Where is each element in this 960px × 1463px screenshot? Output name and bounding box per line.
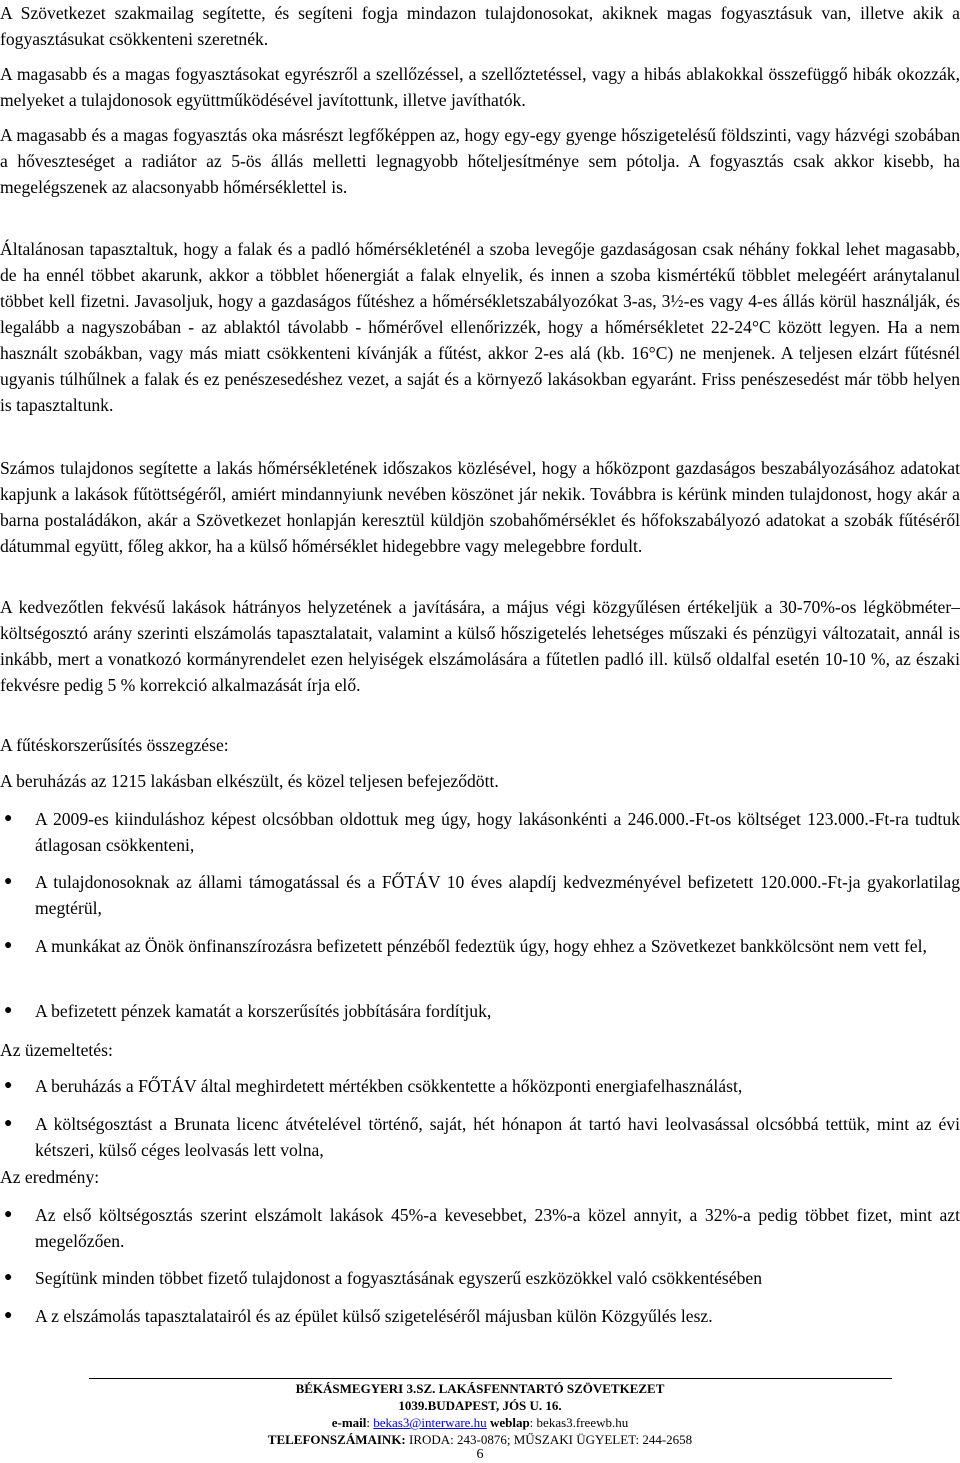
paragraph-insulation: A magasabb és a magas fogyasztás oka másrészt legfőképpen az, hogy egy-egy gyenge hőszigetelésű földszinti, vagy házvégi szobában a hőveszteséget a radiátor az 5-ös állás melletti legnagyobb hőteljesítménye sem pótolja. A fogyasztás csak akkor kisebb, ha megelégszenek az alacsonyabb hőmérséklettel is. (0, 125, 960, 197)
heading-summary: A fűtéskorszerűsítés összegzése: (0, 735, 229, 755)
paragraph-investment: A beruházás az 1215 lakásban elkészült, és közel teljesen befejeződött. (0, 771, 499, 791)
bullet-icon: ● (4, 1270, 13, 1285)
bullet-icon: ● (4, 874, 13, 889)
paragraph-temperature-advice: Általánosan tapasztaltuk, hogy a falak és a padló hőmérsékleténél a szoba levegője gazdaságosan csak néhány fokkal lehet magasabb, de ha ennél többet akarunk, akkor a többlet hőenergiát a falak elnyelik, és innen a szoba kismértékű többlet melegéért aránytalanul többet kell fizetni. Javasoljuk, hogy a gazdaságos fűtéshez a hőmérsékletszabályozókat 3-as, 3½-es vagy 4-es állás körül használják, és legalább a nagyszobában - az ablaktól távolabb - hőmérővel ellenőrizzék, hogy a hőmérsékletet 22-24°C között legyen. Ha a nem használt szobákban, vagy más miatt csökkenteni kívánják a fűtést, akkor 2-es alá (kb. 16°C) ne menjenek. A teljesen elzárt fűtésnél ugyanis túlhűlnek a falak és ez penészesedéshez vezet, a saját és a környező lakásokban egyaránt. Friss penészesedést már több helyen is tapasztaltunk. (0, 239, 960, 415)
bullet-icon: ● (4, 1308, 13, 1323)
footer-address: 1039.BUDAPEST, JÓS U. 16. (398, 1398, 562, 1413)
paragraph-support: A Szövetkezet szakmailag segítette, és segíteni fogja mindazon tulajdonosokat, akiknek magas fogyasztásuk van, illetve akik a fogyasztásukat csökkenteni szeretnék. (0, 3, 960, 49)
document-page: A Szövetkezet szakmailag segítette, és segíteni fogja mindazon tulajdonosokat, akiknek magas fogyasztásuk van, illetve akik a fogyasztásukat csökkenteni szeretnék. A magasabb és a magas fogyasztásokat egyrészről a szellőzéssel, a szellőztetéssel, vagy a hibás ablakokkal összefüggő hibák okozzák, melyeket a tulajdonosok együttműködésével javítottunk, illetve javíthatók. A magasabb és a magas fogyasztás oka másrészt legfőképpen az, hogy egy-egy gyenge hőszigetelésű földszinti, vagy házvégi szobában a hőveszteséget a radiátor az 5-ös állás melletti legnagyobb hőteljesítménye sem pótolja. A fogyasztás csak akkor kisebb, ha megelégszenek az alacsonyabb hőmérséklettel is. Általánosan tapasztaltuk, hogy a falak és a padló hőmérsékleténél a szoba levegője gazdaságosan csak néhány fokkal lehet magasabb, de ha ennél többet akarunk, akkor a többlet hőenergiát a falak elnyelik, és innen a szoba kismértékű többlet melegéért aránytalanul többet kell fizetni. Javasoljuk, hogy a gazdaságos fűtéshez a hőmérsékletszabályozókat 3-as, 3½-es vagy 4-es állás körül használják, és legalább a nagyszobában - az ablaktól távolabb - hőmérővel ellenőrizzék, hogy a hőmérsékletet 22-24°C között legyen. Ha a nem használt szobákban, vagy más miatt csökkenteni kívánják a fűtést, akkor 2-es alá (kb. 16°C) ne menjenek. A teljesen elzárt fűtésnél ugyanis túlhűlnek a falak és ez penészesedéshez vezet, a saját és a környező lakásokban egyaránt. Friss penészesedést már több helyen is tapasztaltunk. Számos tulajdonos segítette a lakás hőmérsékletének időszakos közlésével, hogy a hőközpont gazdaságos beszabályozásához adatokat kapjunk a lakások fűtöttségéről, amiért mindannyiunk nevében köszönet jár nekik. Továbbra is kérünk minden tulajdonost, hogy akár a barna postaládákon, akár a Szövetkezet honlapján keresztül küldjön szobahőmérséklet és hőfokszabályozó adatokat a szobák fűtéséről dátummal együtt, főleg akkor, ha a külső hőmérséklet hidegebbre vagy melegebbre fordult. A kedvezőtlen fekvésű lakások hátrányos helyzetének a javítására, a május végi közgyűlésen értékeljük a 30-70%-os légköbméter–költségosztó arány szerinti elszámolás tapasztalatait, valamint a külső hőszigetelés lehetséges műszaki és pénzügyi változatait, annál is inkább, mert a vonatkozó kormányrendelet ezen helyiségek elszámolására a fűtetlen padló ill. külső oldalfal esetén 10-10 %, az északi fekvésre pedig 5 % korrekció alkalmazását írja elő. A fűtéskorszerűsítés összegzése: A beruházás az 1215 lakásban elkészült, és közel teljesen befejeződött. ● A 2009-es kiinduláshoz képest olcsóbban oldottuk meg úgy, hogy lakásonkénti a 246.000.-Ft-os költséget 123.000.-Ft-ra tudtuk átlagosan csökkenteni, ● A tulajdonosoknak az állami támogatással és a FŐTÁV 10 éves alapdíj kedvezményével befizetett 120.000.-Ft-ja gyakorlatilag megtérül, ● A munkákat az Önök önfinanszírozásra befizetett pénzéből fedeztük úgy, hogy ehhez a Szövetkezet bankkölcsönt nem vett fel, ● A befizetett pénzek kamatát a korszerűsítés jobbítására fordítjuk, Az üzemeltetés: ● A beruházás a FŐTÁV által meghirdetett mértékben csökkentette a hőközponti energiafelhasználást, ● A költségosztást a Brunata licenc átvételével történő, saját, hét hónapon át tartó havi leolvasással olcsóbbá tettük, mint az évi kétszeri, külső céges leolvasás lett volna, Az eredmény: ● Az első költségosztás szerint elszámolt lakások 45%-a kevesebbet, 23%-a közel annyit, a 32%-a pedig többet fizet, mint azt megelőzően. ● Segítünk minden többet fizető tulajdonost a fogyasztásának egyszerű eszközökkel való csökkentésében ● A z elszámolás tapasztalatairól és az épület külső szigeteléséről májusban külön Közgyűlés lesz. BÉKÁSMEGYERI 3.SZ. LAKÁSFENNTARTÓ SZÖVETKEZET 1039.BUDAPEST, JÓS U. 16. e-mail: bekas3@interware.hu weblap: bekas3.freewb.hu TELEFONSZÁMAINK: IRODA: 243-0876; MŰSZAKI ÜGYELET: 244-2658 6 (0, 0, 960, 1463)
paragraph-unfavourable-flats: A kedvezőtlen fekvésű lakások hátrányos helyzetének a javítására, a május végi közgyűlésen értékeljük a 30-70%-os légköbméter–költségosztó arány szerinti elszámolás tapasztalatait, valamint a külső hőszigetelés lehetséges műszaki és pénzügyi változatait, annál is inkább, mert a vonatkozó kormányrendelet ezen helyiségek elszámolására a fűtetlen padló ill. külső oldalfal esetén 10-10 %, az északi fekvésre pedig 5 % korrekció alkalmazását írja elő. (0, 597, 960, 695)
web-label: weblap (489, 1415, 530, 1430)
footer-organization: BÉKÁSMEGYERI 3.SZ. LAKÁSFENNTARTÓ SZÖVETKEZET (295, 1381, 665, 1396)
paragraph-ventilation: A magasabb és a magas fogyasztásokat egyrészről a szellőzéssel, a szellőztetéssel, vagy a hibás ablakokkal összefüggő hibák okozzák, melyeket a tulajdonosok együttműködésével javítottunk, illetve javíthatók. (0, 64, 960, 110)
email-label: e-mail (331, 1415, 367, 1430)
bullet-icon: ● (4, 1078, 13, 1093)
bullet-icon: ● (4, 811, 13, 826)
bullet-icon: ● (4, 1207, 13, 1222)
email-link[interactable]: bekas3@interware.hu (373, 1415, 487, 1430)
web-address: bekas3.freewb.hu (536, 1415, 629, 1430)
heading-operation: Az üzemeltetés: (0, 1040, 113, 1060)
bullet-icon: ● (4, 938, 13, 953)
phone-values: IRODA: 243-0876; MŰSZAKI ÜGYELET: 244-2658 (409, 1432, 693, 1447)
phone-label: TELEFONSZÁMAINK: (267, 1432, 406, 1447)
footer-contact: e-mail: bekas3@interware.hu weblap: bekas3.freewb.hu (331, 1415, 629, 1430)
heading-result: Az eredmény: (0, 1167, 100, 1187)
footer-divider (89, 1378, 892, 1379)
bullet-icon: ● (4, 1003, 13, 1018)
bullet-icon: ● (4, 1116, 13, 1131)
paragraph-thanks: Számos tulajdonos segítette a lakás hőmérsékletének időszakos közlésével, hogy a hőközpont gazdaságos beszabályozásához adatokat kapjunk a lakások fűtöttségéről, amiért mindannyiunk nevében köszönet jár nekik. Továbbra is kérünk minden tulajdonost, hogy akár a barna postaládákon, akár a Szövetkezet honlapján keresztül küldjön szobahőmérséklet és hőfokszabályozó adatokat a szobák fűtéséről dátummal együtt, főleg akkor, ha a külső hőmérséklet hidegebbre vagy melegebbre fordult. (0, 458, 960, 556)
page-number: 6 (476, 1447, 484, 1462)
